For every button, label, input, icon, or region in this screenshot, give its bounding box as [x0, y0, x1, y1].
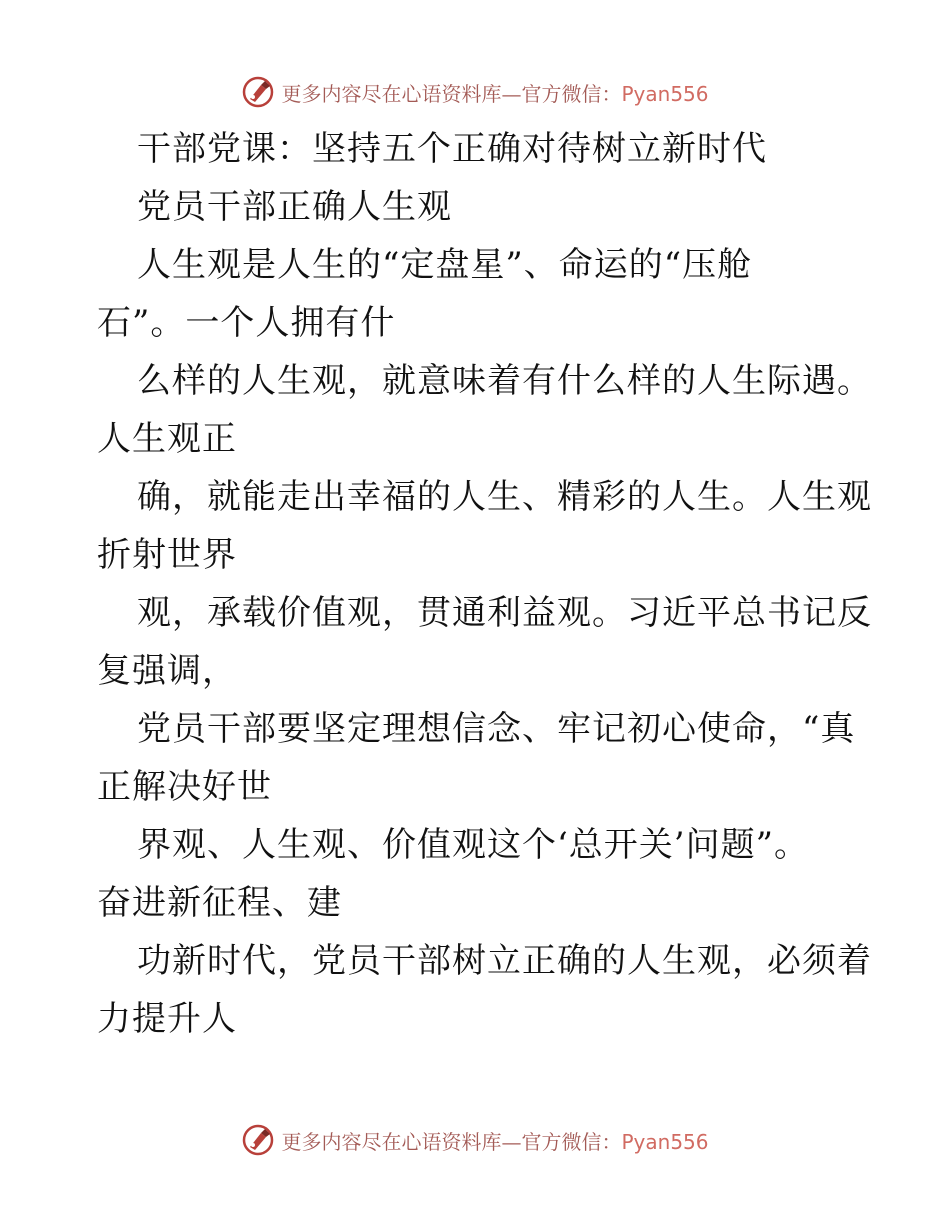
text-line: 石”。一个人拥有什 — [97, 303, 396, 343]
header-watermark — [0, 72, 950, 112]
text-line: 观，承载价值观，贯通利益观。习近平总书记反 — [137, 593, 872, 633]
text-line: 人生观正 — [97, 419, 237, 459]
watermark-text: 更多内容尽在心语资料库—官方微信： — [281, 1129, 622, 1154]
watermark-id: Pyan556 — [621, 1129, 709, 1154]
pen-nib-seal-icon — [241, 75, 275, 109]
text-line: 干部党课：坚持五个正确对待树立新时代 — [137, 129, 767, 169]
watermark-text: 更多内容尽在心语资料库—官方微信： — [281, 81, 622, 106]
footer-watermark — [0, 1120, 950, 1160]
pen-nib-seal-icon — [241, 1123, 275, 1157]
text-line: 党员干部要坚定理想信念、牢记初心使命，“真 — [137, 709, 856, 749]
text-line: 复强调， — [97, 651, 237, 691]
text-line: 功新时代，党员干部树立正确的人生观，必须着 — [137, 941, 872, 981]
text-line: 奋进新征程、建 — [97, 883, 342, 923]
document-body — [97, 120, 897, 1048]
text-line: 确，就能走出幸福的人生、精彩的人生。人生观 — [137, 477, 872, 517]
watermark-id: Pyan556 — [621, 81, 709, 106]
text-line: 党员干部正确人生观 — [137, 187, 452, 227]
text-line: 人生观是人生的“定盘星”、命运的“压舱 — [137, 245, 753, 285]
text-line: 界观、人生观、价值观这个‘总开关’问题”。 — [137, 825, 809, 865]
text-line: 正解决好世 — [97, 767, 272, 807]
text-line: 么样的人生观，就意味着有什么样的人生际遇。 — [137, 361, 872, 401]
text-line: 力提升人 — [97, 999, 237, 1039]
text-line: 折射世界 — [97, 535, 237, 575]
